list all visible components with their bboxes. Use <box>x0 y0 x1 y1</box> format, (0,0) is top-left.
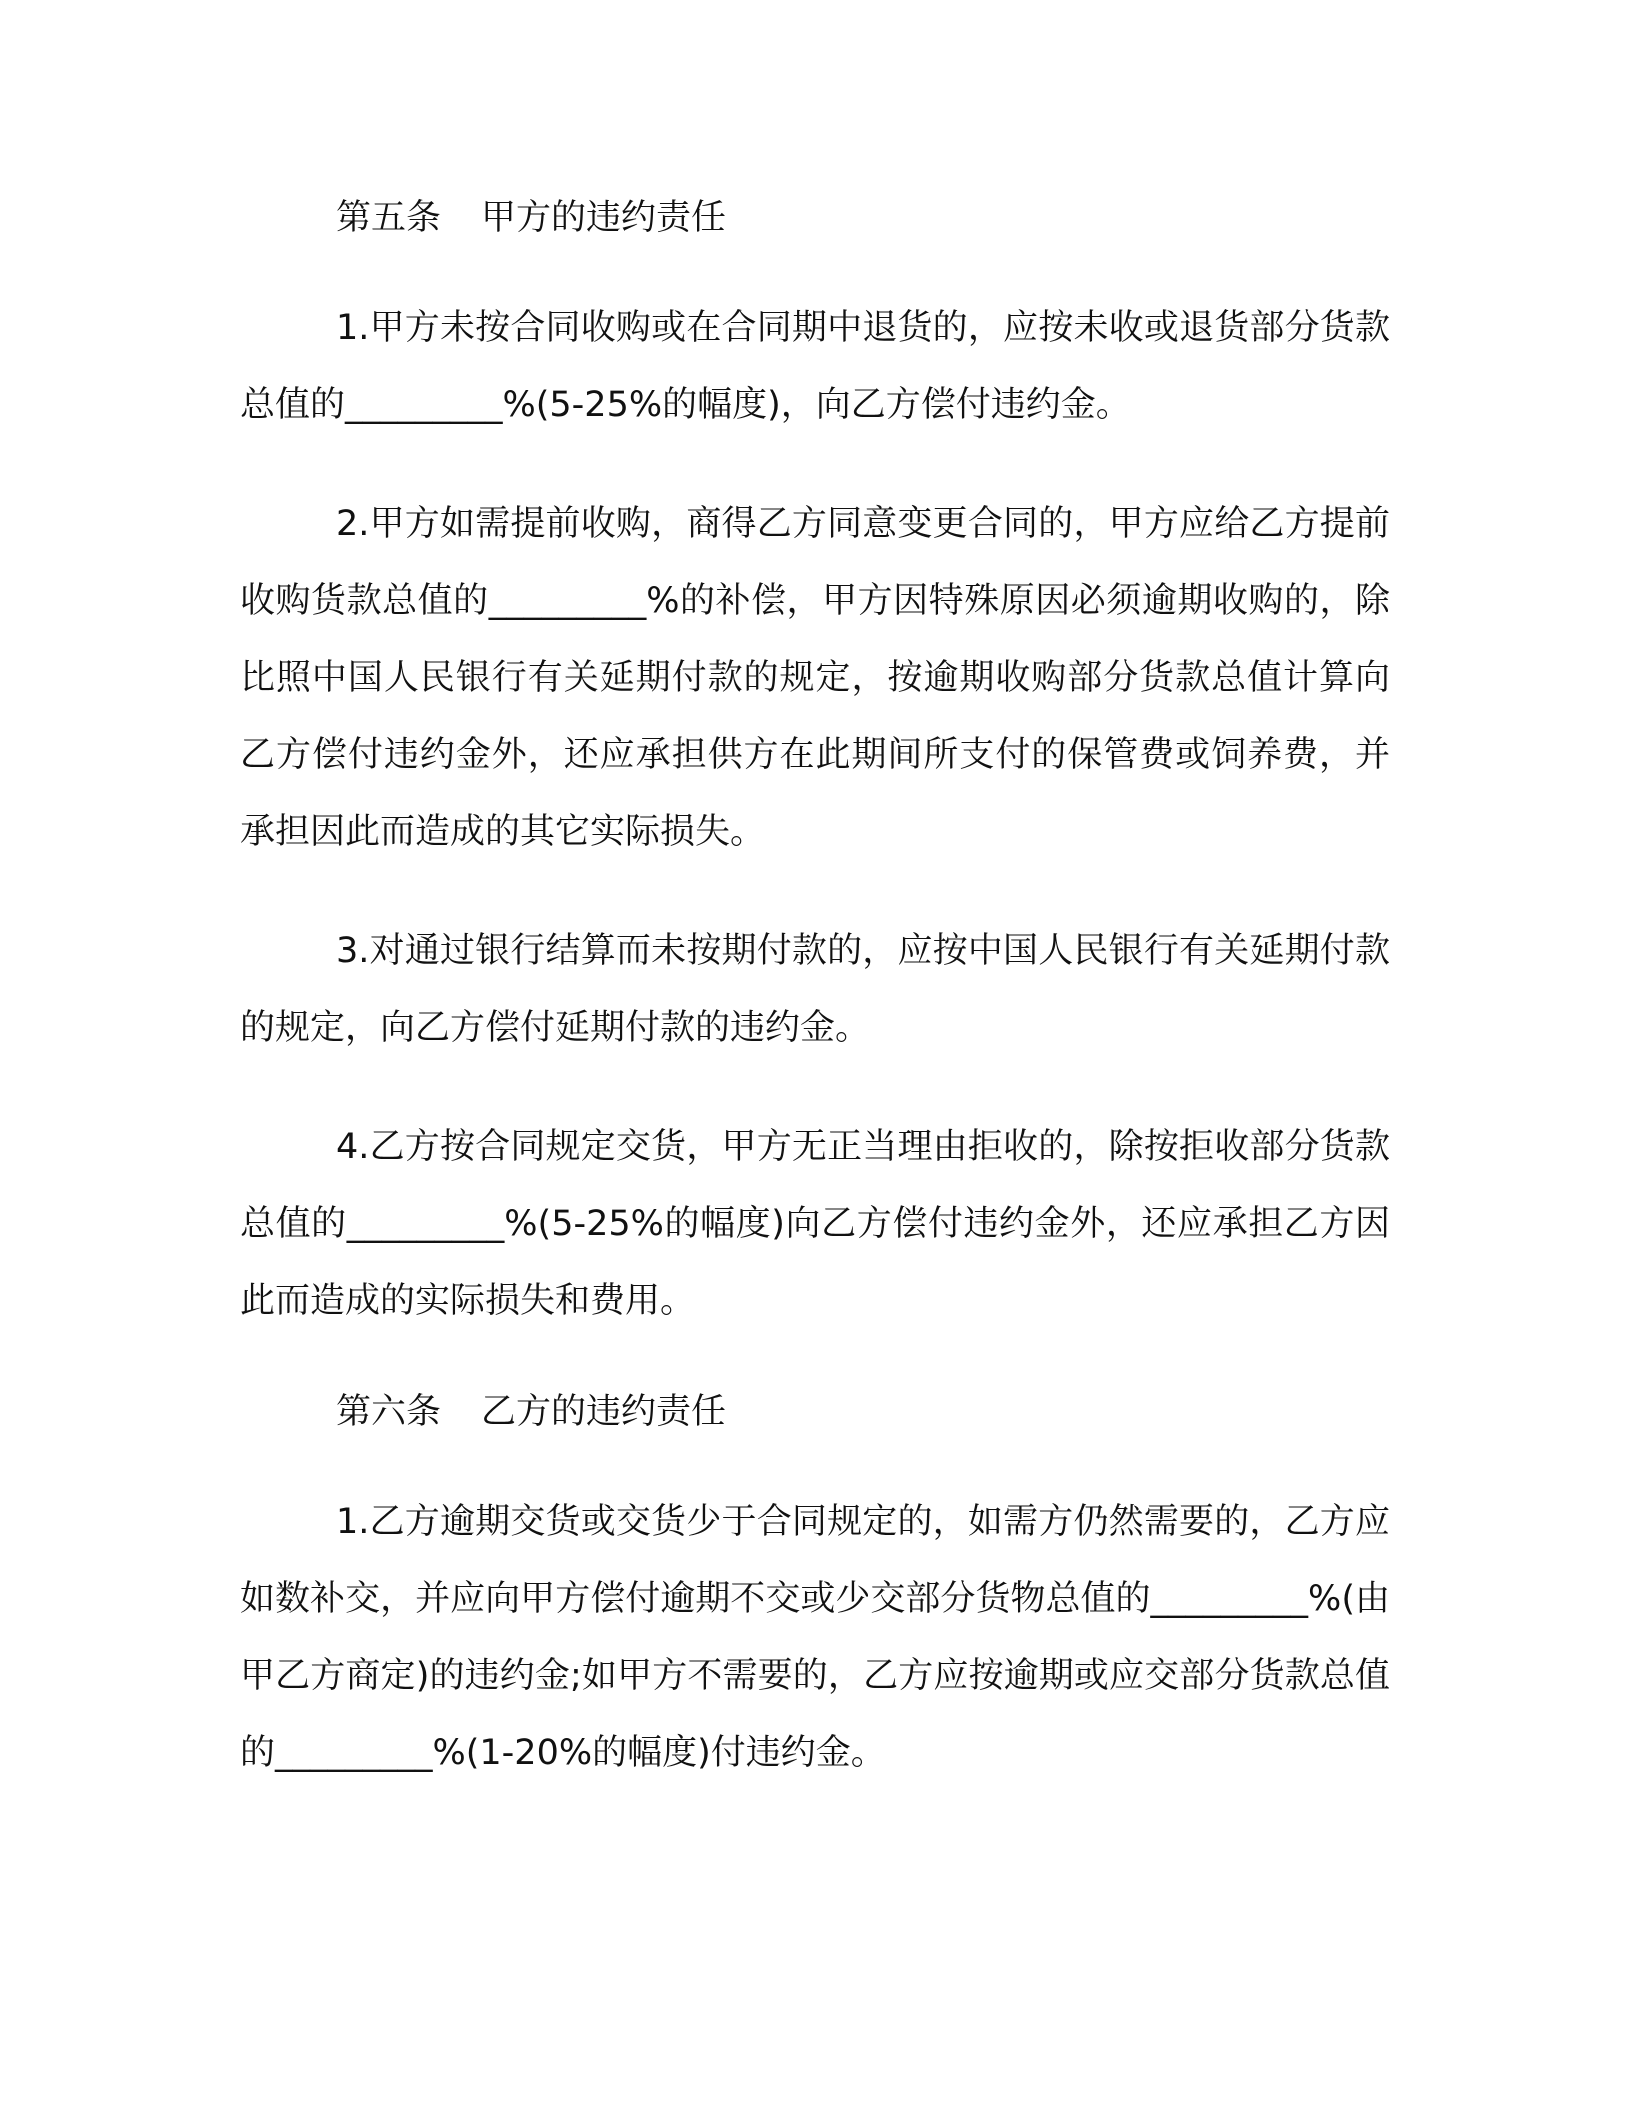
article-6-heading <box>240 1382 1390 1442</box>
article-5-clause-1: 1.甲方未按合同收购或在合同期中退货的，应按未收或退货部分货款总值的_________%(5-25%的幅度)，向乙方偿付违约金。 <box>240 308 1390 425</box>
article-5-title: 甲方的违约责任 <box>481 198 727 238</box>
article-5-clause-4: 4.乙方按合同规定交货，甲方无正当理由拒收的，除按拒收部分货款总值的_________%(5-25%的幅度)向乙方偿付违约金外，还应承担乙方因此而造成的实际损失和费用。 <box>240 1127 1390 1321</box>
article-5-heading <box>240 188 1390 248</box>
article-6-clause-1: 1.乙方逾期交货或交货少于合同规定的，如需方仍然需要的，乙方应如数补交，并应向甲方偿付逾期不交或少交部分货物总值的_________%(由甲乙方商定)的违约金;如甲方不需要的，乙方应按逾期或应交部分货款总值的_________%(1-20%的幅度)付违约金。 <box>240 1502 1390 1773</box>
article-5-clause-3: 3.对通过银行结算而未按期付款的，应按中国人民银行有关延期付款的规定，向乙方偿付延期付款的违约金。 <box>240 931 1390 1048</box>
article-5-number: 第五条 <box>336 198 442 238</box>
article-6-number: 第六条 <box>336 1392 442 1432</box>
article-6-title: 乙方的违约责任 <box>481 1392 727 1432</box>
article-5-clause-2: 2.甲方如需提前收购，商得乙方同意变更合同的，甲方应给乙方提前收购货款总值的_________%的补偿，甲方因特殊原因必须逾期收购的，除比照中国人民银行有关延期付款的规定，按逾期收购部分货款总值计算向乙方偿付违约金外，还应承担供方在此期间所支付的保管费或饲养费，并承担因此而造成的其它实际损失。 <box>240 504 1390 852</box>
document-body <box>240 188 1390 1792</box>
